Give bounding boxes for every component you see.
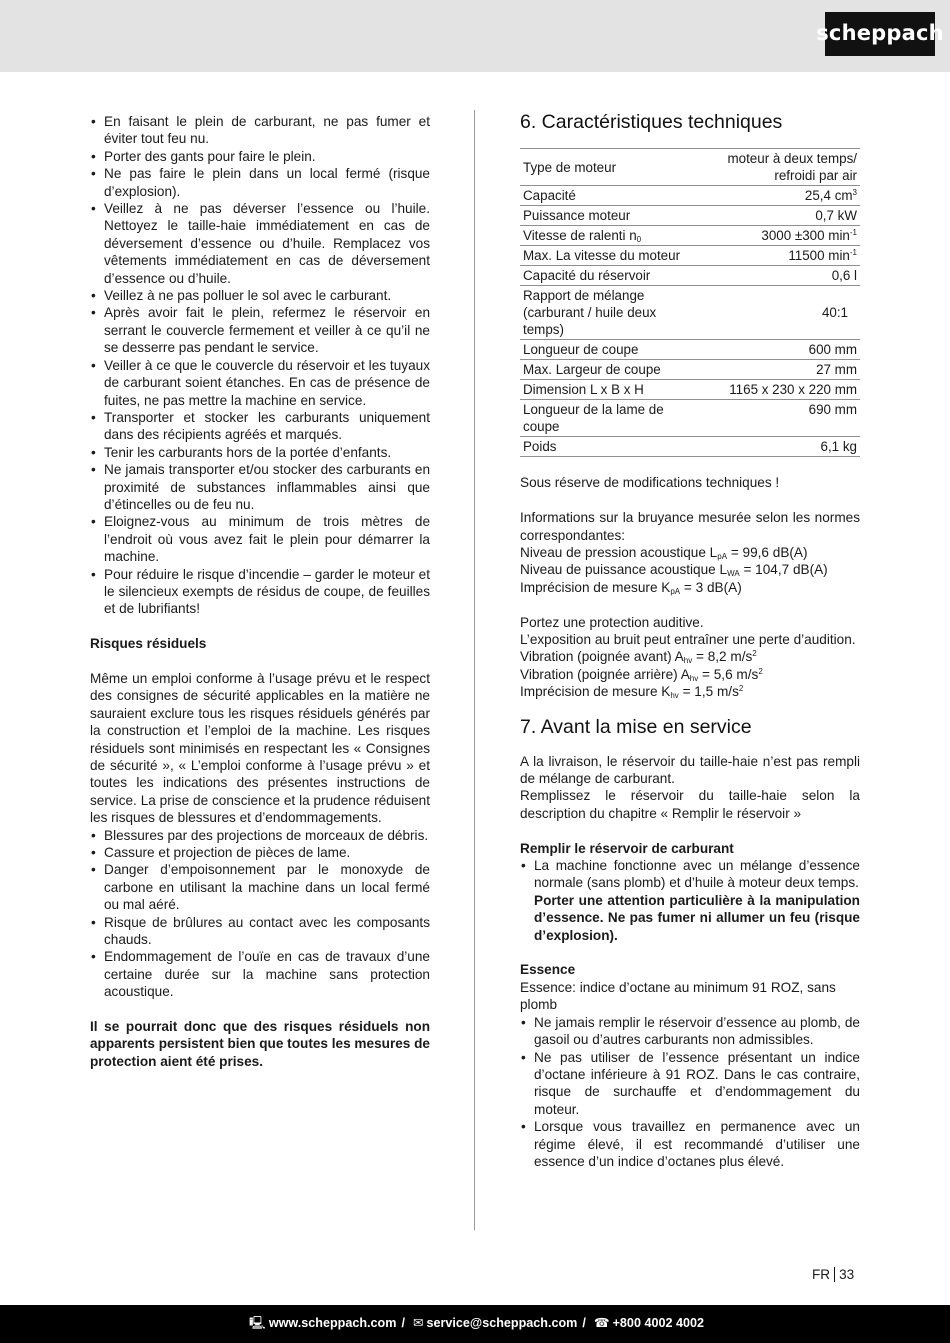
table-row (520, 340, 860, 360)
spec-label: Rapport de mélange (carburant / huile deux temps) (520, 286, 704, 340)
table-row (520, 360, 860, 380)
list-item: • Danger d’empoisonnement par le monoxyde de carbone en utilisant la machine dans un local fermé ou mal aéré. (90, 861, 430, 913)
page-number (812, 1266, 854, 1283)
table-row (520, 400, 860, 437)
right-column (520, 110, 860, 1170)
table-row (520, 226, 860, 246)
technical-reserve-note: Sous réserve de modifications techniques ! (520, 475, 780, 491)
list-item: • Lorsque vous travaillez en permanence avec un régime élevé, il est recommandé d’utiliser une essence d’un indice d’octanes plus élevé. (520, 1118, 860, 1170)
mail-icon: ✉ (412, 1316, 424, 1331)
spec-label: Longueur de la lame de coupe (520, 400, 704, 437)
list-item: • Ne pas utiliser de l’essence présentant un indice d’octane inférieure à 91 ROZ. Dans le cas contraire, risque de surchauffe et d’endommagement du moteur. (520, 1049, 860, 1119)
residual-risks-conclusion: Il se pourrait donc que des risques résiduels non apparents persistent bien que toutes les mesures de protection aient été prises. (90, 1019, 430, 1069)
left-column (90, 113, 430, 1070)
spec-value: 690 mm (704, 400, 860, 437)
list-item: • Veillez à ne pas polluer le sol avec le carburant. (90, 287, 430, 304)
table-row (520, 186, 860, 206)
spec-label: Longueur de coupe (520, 340, 704, 360)
table-row (520, 286, 860, 340)
vibration-line: Vibration (poignée arrière) $A_{hv} = 5,6$ $m/s^2$ (520, 666, 763, 683)
list-item: • En faisant le plein de carburant, ne pas fumer et éviter tout feu nu. (90, 113, 430, 148)
website-link[interactable]: www.scheppach.com (268, 1316, 397, 1331)
noise-line: Niveau de pression acoustique $L_{pA} = 99,6$ dB(A) (520, 545, 808, 561)
email-link[interactable]: service@scheppach.com (426, 1316, 578, 1331)
spec-value: 600 mm (704, 340, 860, 360)
spec-value: 1165 x 230 x 220 mm (704, 380, 860, 400)
noise-line: Niveau de puissance acoustique $L_{WA} = 104,7$ dB(A) (520, 562, 828, 579)
before-use-heading: 7. Avant la mise en service (520, 715, 752, 738)
list-item: • Transporter et stocker les carburants uniquement dans des récipients agréés et marqués. (90, 409, 430, 444)
fill-instruction: Remplissez le réservoir du taille-haie selon la description du chapitre « Remplir le réservoir » (520, 788, 860, 821)
table-row (520, 380, 860, 400)
list-item: • Cassure et projection de pièces de lame. (90, 844, 430, 861)
language-code: FR (812, 1267, 831, 1282)
noise-intro: Informations sur la bruyance mesurée selon les normes correspondantes: (520, 510, 860, 543)
hearing-protection-note: Portez une protection auditive. (520, 614, 704, 630)
list-item: • Porter des gants pour faire le plein. (90, 148, 430, 165)
vibration-line: Imprécision de mesure $K_{hv} = 1,5$ $m/s^2$ (520, 684, 744, 701)
fill-tank-heading: Remplir le réservoir de carburant (520, 840, 734, 856)
list-item: • La machine fonctionne avec un mélange d’essence normale (sans plomb) et d’huile à moteur deux temps. Porter une attention particulière à la manipulation d’essence. Ne pas fumer ni allumer un feu (risque d’explosion). (520, 857, 860, 944)
spec-label: Puissance moteur (520, 206, 704, 226)
specs-heading: 6. Caractéristiques techniques (520, 111, 783, 133)
list-item: • Eloignez-vous au minimum de trois mètres de l’endroit où vous avez fait le plein pour démarrer la machine. (90, 513, 430, 565)
spec-value: 0,7 kW (704, 206, 860, 226)
spec-label: Dimension L x B x H (520, 380, 704, 400)
vibration-line: Vibration (poignée avant) $A_{hv} = 8,2$ $m/s^2$ (520, 649, 757, 666)
list-item: • Veiller à ce que le couvercle du réservoir et les tuyaux de carburant soient étanches. En cas de présence de fuites, ne pas mettre la machine en service. (90, 357, 430, 409)
separator: / (401, 1316, 405, 1331)
spec-value: 3000 ±300 $\min^{-1}$ (704, 226, 860, 246)
spec-label: Type de moteur (520, 149, 704, 186)
spec-value: 0,6 l (704, 266, 860, 286)
list-item: • Veillez à ne pas déverser l’essence ou l’huile. Nettoyez le taille-haie immédiatement en cas de déversement d’essence ou d’huile. Remplacez vos vêtements immédiatement en cas de déversement d’essence ou d’huile. (90, 200, 430, 287)
spec-value: 40:1 (704, 286, 860, 340)
table-row (520, 437, 860, 457)
residual-risks-list (90, 827, 430, 1001)
essence-list (520, 1014, 860, 1171)
spec-label: Capacité (520, 186, 704, 206)
page-header (0, 0, 950, 72)
spec-value: 6,1 kg (704, 437, 860, 457)
computer-icon: 🖳 (249, 1316, 266, 1331)
specs-table (520, 148, 860, 457)
fuel-safety-list (90, 113, 430, 618)
spec-value: 27 mm (704, 360, 860, 380)
list-item: • Après avoir fait le plein, refermez le réservoir en serrant le couvercle fermement et veiller à ce qu’il ne se desserre pas pendant le service. (90, 304, 430, 356)
list-item: • Risque de brûlures au contact avec les composants chauds. (90, 914, 430, 949)
delivery-note: A la livraison, le réservoir du taille-haie n’est pas rempli de mélange de carburant. (520, 753, 860, 787)
spec-label: Max. La vitesse du moteur (520, 246, 704, 266)
essence-text: Essence: indice d’octane au minimum 91 ROZ, sans plomb (520, 979, 836, 1013)
list-item: • Blessures par des projections de morceaux de débris. (90, 827, 430, 844)
page-number-value: 33 (839, 1267, 855, 1282)
page-footer (0, 1305, 950, 1343)
spec-label: Vitesse de ralenti $n_0$ (520, 226, 704, 246)
table-row (520, 149, 860, 186)
list-item: • Pour réduire le risque d’incendie – garder le moteur et le silencieux exempts de résidus de coupe, de feuilles et de lubrifiants! (90, 566, 430, 618)
spec-value: 25,4 $cm^3$ (704, 186, 860, 206)
residual-risks-heading: Risques résiduels (90, 636, 207, 652)
spec-label: Capacité du réservoir (520, 266, 704, 286)
spec-label: Max. Largeur de coupe (520, 360, 704, 380)
separator: / (582, 1316, 586, 1331)
fill-tank-list (520, 857, 860, 944)
table-row (520, 266, 860, 286)
table-row (520, 206, 860, 226)
list-item: • Tenir les carburants hors de la portée d’enfants. (90, 444, 430, 461)
scheppach-logo: scheppach (825, 12, 935, 56)
list-item: • Ne pas faire le plein dans un local fermé (risque d’explosion). (90, 165, 430, 200)
column-divider (474, 110, 475, 1230)
noise-exposure-note: L’exposition au bruit peut entraîner une perte d’audition. (520, 632, 856, 648)
list-item: • Ne jamais remplir le réservoir d’essence au plomb, de gasoil ou d’autres carburants non admissibles. (520, 1014, 860, 1049)
spec-value: 11500 $\min^{-1}$ (704, 246, 860, 266)
essence-heading: Essence (520, 962, 576, 978)
phone-link[interactable]: +800 4002 4002 (612, 1316, 704, 1331)
residual-risks-intro: Même un emploi conforme à l’usage prévu et le respect des consignes de sécurité applicables en la matière ne sauraient exclure tous les risques résiduels générés par la construction et l’emploi de la machine. Les risques résiduels sont minimisés en respectant les « Consignes de sécurité », « L’emploi conforme à l’usage prévu » et toutes les indications des présentes instructions de service. La prise de conscience et la prudence réduisent les risques de blessures et d’endommagements. (90, 670, 430, 826)
phone-icon: ☎ (593, 1316, 610, 1331)
list-item: • Ne jamais transporter et/ou stocker des carburants en proximité de substances inflammables ainsi que d’étincelles ou de feu nu. (90, 461, 430, 513)
spec-value: moteur à deux temps/ refroidi par air (704, 149, 860, 186)
list-item: • Endommagement de l’ouïe en cas de travaux d’une certaine durée sur la machine sans protection acoustique. (90, 948, 430, 1000)
spec-label: Poids (520, 437, 704, 457)
noise-line: Imprécision de mesure $K_{pA} = 3$ dB(A) (520, 579, 742, 596)
table-row (520, 246, 860, 266)
